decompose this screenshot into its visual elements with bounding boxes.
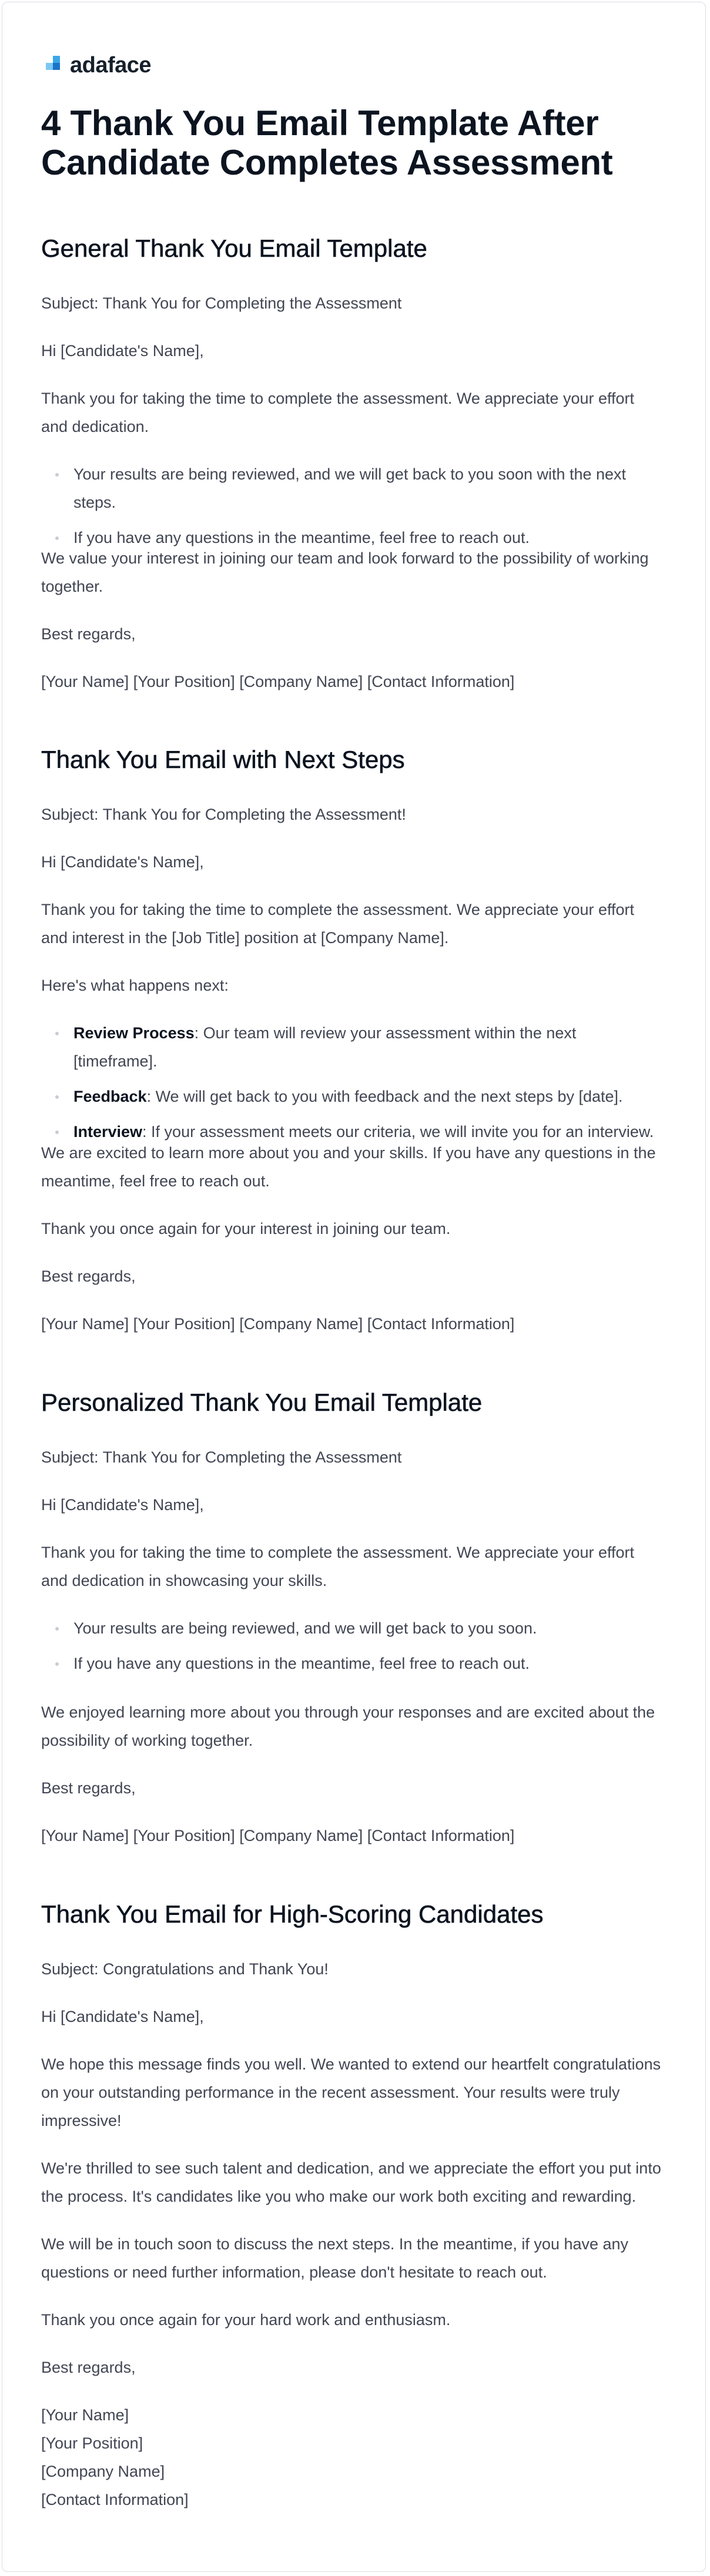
email-closing: We enjoyed learning more about you through your responses and are excited about the possibility of working together. — [41, 1703, 655, 1749]
list-item-text: : If your assessment meets our criteria, we will invite you for an interview. — [142, 1123, 654, 1141]
email-lead: Here's what happens next: — [41, 977, 229, 994]
email-greeting: Hi [Candidate's Name], — [41, 853, 204, 871]
adaface-logo-icon — [46, 56, 65, 75]
page-title: 4 Thank You Email Template After Candidate Completes Assessment — [41, 103, 613, 182]
email-greeting: Hi [Candidate's Name], — [41, 342, 204, 360]
email-thanks: Thank you once again for your interest in joining our team. — [41, 1220, 451, 1237]
email-bullet-list — [41, 1614, 664, 1685]
section-heading-high-scoring: Thank You Email for High-Scoring Candidates — [41, 1900, 544, 1928]
email-paragraph: We're thrilled to see such talent and dedication, and we appreciate the effort you put into the process. It's candidates like you who make our work both exciting and rewarding. — [41, 2159, 661, 2205]
email-intro: Thank you for taking the time to complete the assessment. We appreciate your effort and dedication in showcasing your skills. — [41, 1544, 635, 1589]
email-sign-off: Best regards, — [41, 2359, 136, 2376]
brand-name: adaface — [70, 53, 152, 78]
email-subject: Subject: Thank You for Completing the Assessment — [41, 294, 402, 312]
list-item: Your results are being reviewed, and we will get back to you soon. — [41, 1614, 664, 1642]
list-item-text: : We will get back to you with feedback and the next steps by [date]. — [146, 1088, 623, 1105]
list-item — [41, 1082, 664, 1111]
email-bullet-list — [41, 1019, 664, 1153]
list-item-term: Review Process — [73, 1024, 195, 1042]
signature-line: [Company Name] — [41, 2463, 165, 2480]
list-item-term: Interview — [73, 1123, 143, 1141]
email-paragraph: We hope this message finds you well. We wanted to extend our heartfelt congratulations on your outstanding performance in the recent assessment. Your results were truly impressive! — [41, 2055, 661, 2129]
email-intro: Thank you for taking the time to complete the assessment. We appreciate your effort and dedication. — [41, 390, 635, 435]
email-intro: Thank you for taking the time to complete the assessment. We appreciate your effort and interest in the [Job Title] position at [Company Name]. — [41, 901, 635, 947]
email-subject: Subject: Thank You for Completing the Assessment! — [41, 806, 406, 823]
email-paragraph: We will be in touch soon to discuss the next steps. In the meantime, if you have any questions or need further information, please don't hesitate to reach out. — [41, 2235, 629, 2281]
signature-line: [Your Name] — [41, 2406, 129, 2424]
email-greeting: Hi [Candidate's Name], — [41, 2008, 204, 2025]
email-closing: We value your interest in joining our team and look forward to the possibility of working together. — [41, 549, 649, 595]
email-signature: [Your Name] [Your Position] [Company Name] [Contact Information] — [41, 1315, 515, 1333]
email-signature: [Your Name] [Your Position] [Company Name] [Contact Information] — [41, 1827, 515, 1844]
email-closing: We are excited to learn more about you and your skills. If you have any questions in the meantime, feel free to reach out. — [41, 1144, 656, 1190]
list-item-text: : Our team will review your assessment within the next [timeframe]. — [73, 1024, 577, 1070]
email-subject: Subject: Congratulations and Thank You! — [41, 1960, 329, 1978]
section-heading-next-steps: Thank You Email with Next Steps — [41, 746, 405, 773]
section-heading-personalized: Personalized Thank You Email Template — [41, 1388, 483, 1416]
list-item: If you have any questions in the meantime, feel free to reach out. — [41, 524, 664, 552]
list-item: If you have any questions in the meantime, feel free to reach out. — [41, 1649, 664, 1678]
email-signature: [Your Name] [Your Position] [Company Name] [Contact Information] — [41, 673, 515, 690]
email-thanks: Thank you once again for your hard work and enthusiasm. — [41, 2311, 451, 2329]
signature-line: [Contact Information] — [41, 2491, 189, 2508]
email-sign-off: Best regards, — [41, 1267, 136, 1285]
list-item — [41, 1019, 664, 1075]
list-item: Your results are being reviewed, and we will get back to you soon with the next steps. — [41, 460, 664, 516]
signature-line: [Your Position] — [41, 2434, 143, 2452]
email-signature-block — [41, 2401, 664, 2514]
email-greeting: Hi [Candidate's Name], — [41, 1496, 204, 1514]
email-sign-off: Best regards, — [41, 625, 136, 643]
email-sign-off: Best regards, — [41, 1779, 136, 1797]
email-subject: Subject: Thank You for Completing the Assessment — [41, 1448, 402, 1466]
list-item-term: Feedback — [73, 1088, 147, 1105]
section-heading-general: General Thank You Email Template — [41, 234, 427, 262]
adaface-logo[interactable] — [46, 54, 151, 76]
